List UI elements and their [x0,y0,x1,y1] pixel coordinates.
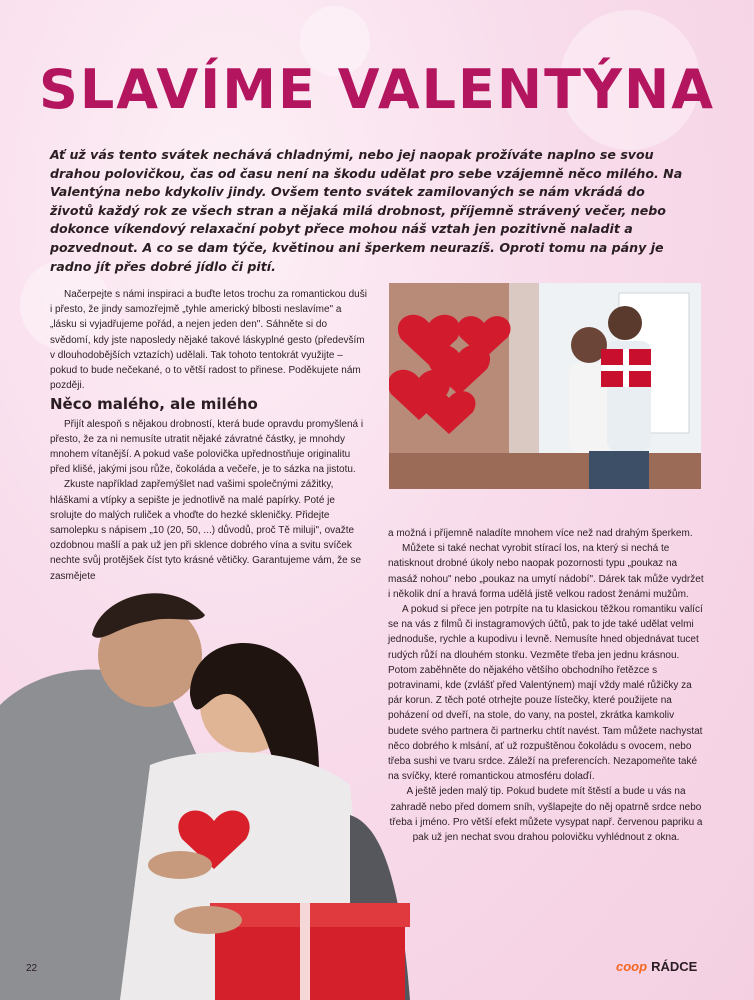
lead-paragraph: Ať už vás tento svátek nechává chladnými, nebo jej naopak prožíváte naplno se svou drahou polovičkou, čas od času není na škodu udělat pro sebe vzájemně něco milého. Na Valentýna nebo kdykoliv jindy. Ovšem tento svátek zamilovaných se nám vkrádá do životů každý rok ze všech stran a nějaká milá drobnost, příjemně strávený večer, nebo dokonce víkendový relaxační pobyt přece mohou náš vztah jen pozitivně naladit a pozvednout. A co se dam týče, květinou ani šperkem neurazíš. Oproti tomu na pány je radno jít přes dobré jídlo či pití. [50,147,683,274]
body-paragraph: Můžete si také nechat vyrobit stírací los, na který si nechá te natisknout drobné úkoly nebo naopak pozornosti typu „poukaz na masáž nohou" nebo „poukaz na umytí nádobí". Dárek tak může vydržet i několik dní a hravá forma udělá jistě velkou radost ženámi mužům. [388,543,704,600]
coop-logo-text: coop [616,959,648,974]
couple-gift-photo [0,585,410,1000]
couple-gift-illustration [0,585,410,1000]
body-paragraph: Zkuste například zapřemýšlet nad vašimi společnými zážitky, hláškami a vtípky a sepište je jednotlivě na malé papírky. Poté je srolujte do malých ruliček a vhoďte do hezké skleničky. Přidejte samolepku s nápisem „10 (20, 50, ...) důvodů, proč Tě miluji", ovažte ozdobnou mašlí a pak už jen při sklence dobrého vína a svitu svíček nechte svůj protějšek číst tyto krásné větičky. Garantujeme vám, že se zasmějete [50,479,362,582]
couple-balloons-illustration [389,283,701,489]
body-paragraph: A ještě jeden malý tip. Pokud budete mít štěstí a bude u vás na zahradě nebo před domem sníh, vyšlapejte do něj opatrně srdce nebo třeba i jméno. Pro větší efekt můžete vysypat např. červenou papriku a pak už jen nechat svou drahou polovičku vyhlédnout z okna. [389,786,703,844]
section-heading: Něco malého, ale milého [50,395,258,414]
body-paragraph: A pokud si přece jen potrpíte na tu klasickou těžkou romantiku valící se na vás z filmů či instagramových účtů, pak to jde také udělat velmi jednoduše, rychle a kupodivu i levně. Nemusíte hned objednávat tucet rudých růží na dlouhém stonku. Vezměte třeba jen jednu krásnou. Potom zaběhněte do nějakého většího obchodního řetězce s potravinami, kde (zvlášť před Valentýnem) mají vždy malé růžičky za pár korun. Z těch poté otrhejte pouze lístečky, které použijete na poházení od dveří, na stole, do vany, na postel, zkrátka kamkoliv budete svého partnera či partnerku chtít navést. Tam můžete nachystat něco dobrého k mlsání, ať už rozpuštěnou čokoládu s ovocem, nebo třeba sushi ve tvaru srdce. Záleží na preferencích. Nezapomeňte také na svíčky, které romantickou atmosféru dolaďí. [388,604,703,783]
page-title: SLAVÍME VALENTÝNA [38,58,716,121]
page-number: 22 [26,963,38,974]
body-paragraph: Přijít alespoň s nějakou drobností, která bude opravdu promyšlená i přesto, že za ni nemusíte utratit nějaké závratné částky, je mnohdy mnohem vítanější. A pokud vaše polovička upřednostňuje originalitu před klišé, jakými jsou růže, čokoláda a večeře, je to sázka na jistotu. [50,418,364,476]
radce-logo-text: RÁDCE [651,959,698,974]
body-paragraph: Načerpejte s námi inspiraci a buďte letos trochu za romantickou duši i přesto, že jindy samozřejmě „tyhle americký blbosti neslavíme" a „lásku si vyjadřujeme pořád, a nejen jeden den". Sáhněte si do svědomí, kdy jste naposledy nějaké takové láskyplné gesto (především v dlouhodobějších vztazích) udělali. Tak tohoto tentokrát využijte – pokud to bude nečekané, o to větší radost to přinese. Poděkujete nám později. [50,289,367,392]
couple-balloons-photo [389,283,701,489]
article-column-left [50,287,368,584]
brand-logo [616,959,697,974]
body-paragraph: a možná i příjemně naladíte mnohem více než nad drahým šperkem. [388,528,693,539]
article-column-right [388,526,704,845]
